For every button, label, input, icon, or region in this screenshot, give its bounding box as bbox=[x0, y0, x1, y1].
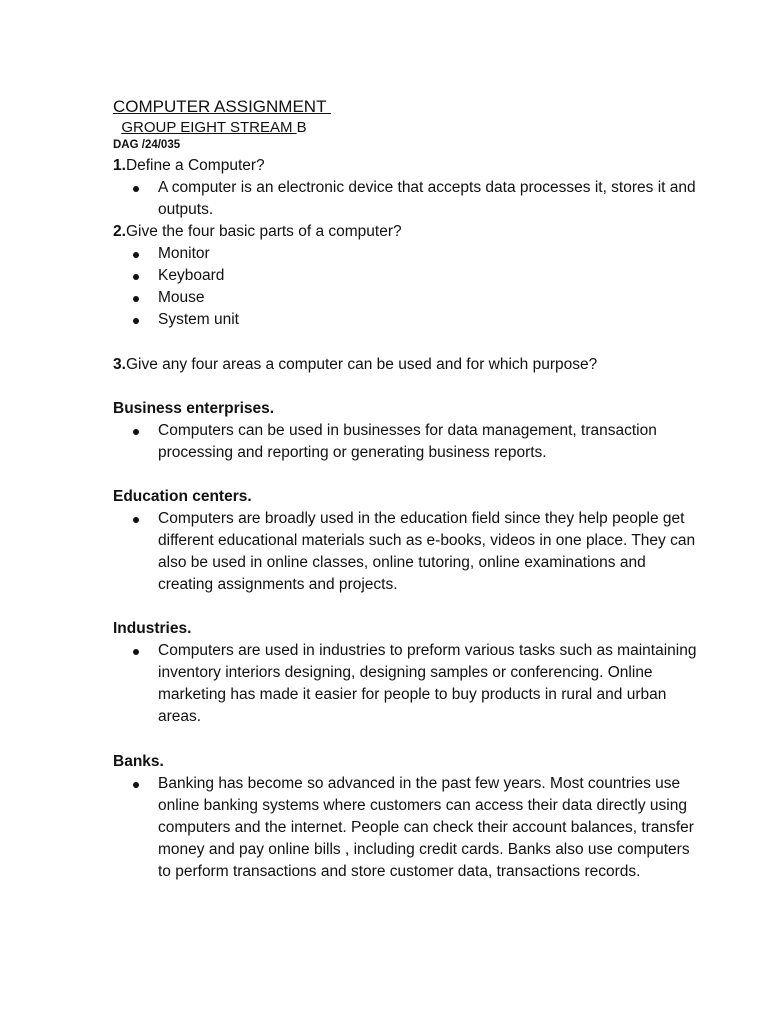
document-page bbox=[113, 96, 703, 883]
section-business-list bbox=[113, 420, 703, 464]
question-3-number: 3. bbox=[113, 355, 126, 373]
list-item-text: Monitor bbox=[158, 245, 210, 263]
bullet-icon bbox=[133, 252, 139, 258]
question-1-answers bbox=[113, 177, 703, 221]
list-item bbox=[158, 265, 703, 287]
bullet-icon bbox=[133, 782, 139, 788]
section-banks-list bbox=[113, 773, 703, 883]
bullet-icon bbox=[133, 649, 139, 655]
list-item bbox=[158, 508, 703, 596]
list-item-text: Mouse bbox=[158, 289, 205, 307]
list-item bbox=[158, 640, 703, 728]
list-item-text: A computer is an electronic device that accepts data processes it, stores it and outputs. bbox=[158, 179, 696, 219]
section-heading-banks: Banks. bbox=[113, 752, 164, 770]
list-item-text: Computers can be used in businesses for data management, transaction processing and reporting or generating business reports. bbox=[158, 421, 657, 461]
list-item bbox=[158, 420, 703, 464]
question-2-text: Give the four basic parts of a computer? bbox=[125, 223, 402, 241]
subtitle-tail: B bbox=[296, 119, 307, 136]
bullet-icon bbox=[133, 517, 139, 523]
spacer bbox=[113, 332, 703, 354]
list-item-text: Banking has become so advanced in the past few years. Most countries use online banking systems where customers can access their data directly using computers and the internet. People can check their account balances, transfer money and pay online bills , including credit cards. Banks also use computers to perform transactions and store customer data, transactions records. bbox=[158, 774, 694, 880]
list-item bbox=[158, 177, 703, 221]
section-heading-industries: Industries. bbox=[113, 620, 192, 638]
section-heading-business: Business enterprises. bbox=[113, 399, 275, 417]
list-item-text: Keyboard bbox=[158, 267, 225, 285]
subtitle-underlined: GROUP EIGHT STREAM bbox=[121, 119, 297, 136]
question-2 bbox=[113, 221, 703, 243]
list-item bbox=[158, 287, 703, 309]
spacer bbox=[113, 596, 703, 618]
bullet-icon bbox=[133, 429, 139, 435]
bullet-icon bbox=[133, 274, 139, 280]
list-item-text: Computers are broadly used in the education field since they help people get different educational materials such as e-books, videos in one place. They can also be used in online classes, online tutoring, online examinations and creating assignments and projects. bbox=[158, 509, 696, 594]
spacer bbox=[113, 464, 703, 486]
document-subtitle bbox=[113, 118, 703, 138]
list-item-text: System unit bbox=[158, 311, 239, 329]
spacer bbox=[113, 729, 703, 751]
document-code: DAG /24/035 bbox=[113, 139, 181, 151]
spacer bbox=[113, 376, 703, 398]
list-item-text: Computers are used in industries to preform various tasks such as maintaining inventory interiors designing, designing samples or conferencing. Online marketing has made it easier for people to buy products in rural and urban areas. bbox=[158, 642, 697, 726]
section-education-list bbox=[113, 508, 703, 596]
document-title: COMPUTER ASSIGNMENT bbox=[113, 97, 331, 116]
question-1-number: 1. bbox=[113, 157, 126, 174]
question-2-answers bbox=[113, 243, 703, 331]
bullet-icon bbox=[133, 318, 139, 324]
question-1 bbox=[113, 155, 703, 177]
question-3 bbox=[113, 354, 703, 376]
bullet-icon bbox=[133, 186, 139, 192]
question-2-number: 2. bbox=[113, 223, 126, 241]
question-3-text: Give any four areas a computer can be used and for which purpose? bbox=[125, 355, 598, 373]
section-heading-education: Education centers. bbox=[113, 487, 252, 505]
section-industries-list bbox=[113, 640, 703, 728]
bullet-icon bbox=[133, 296, 139, 302]
list-item bbox=[158, 309, 703, 331]
list-item bbox=[158, 243, 703, 265]
list-item bbox=[158, 773, 703, 883]
question-1-text: Define a Computer? bbox=[125, 157, 265, 174]
